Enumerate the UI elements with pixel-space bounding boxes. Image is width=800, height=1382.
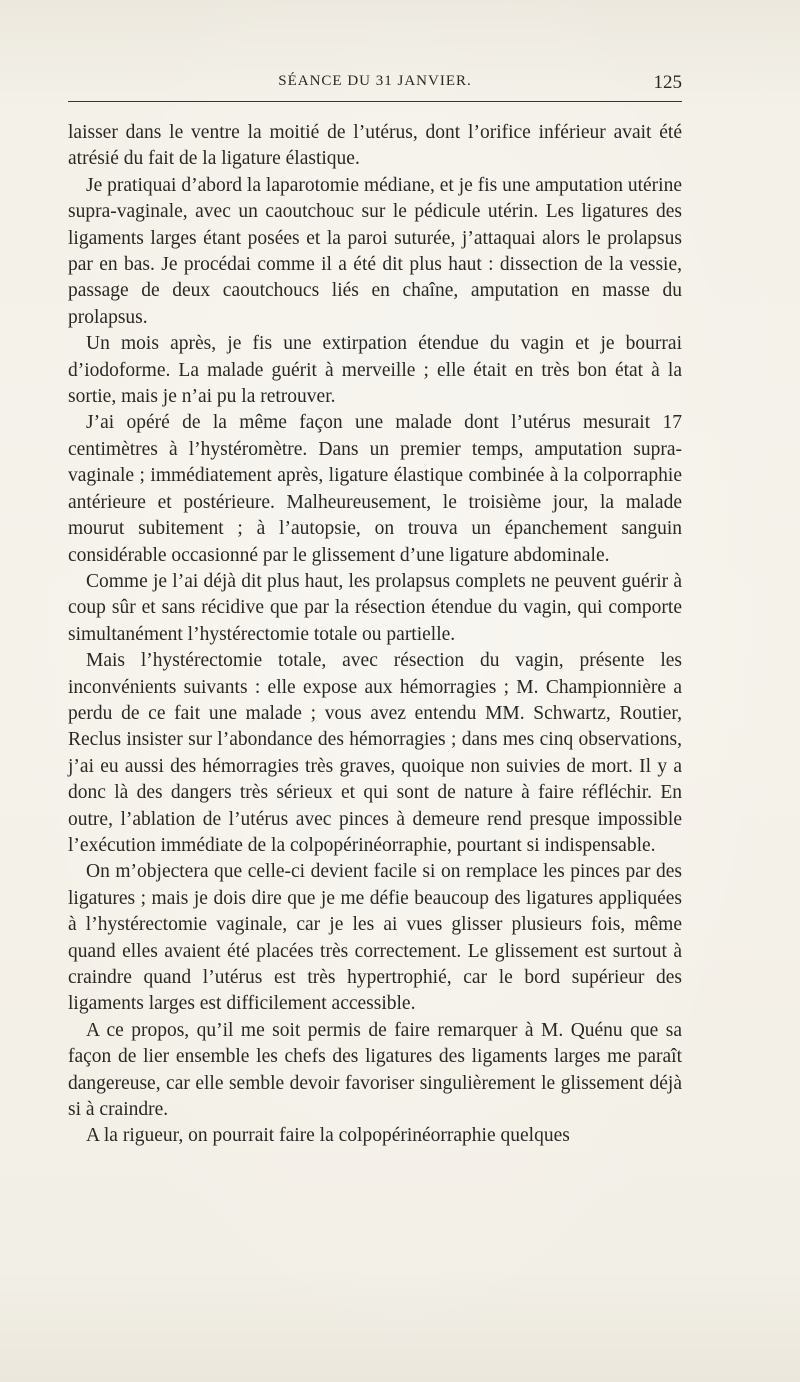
paragraph: A ce propos, qu’il me soit permis de faire remarquer à M. Quénu que sa façon de lier ensemble les chefs des ligatures des ligaments larges me paraît dangereuse, car elle semble devoir favoriser singulièrement le glissement déjà si à craindre.: [68, 1019, 682, 1121]
paragraph: Comme je l’ai déjà dit plus haut, les prolapsus complets ne peuvent guérir à coup sûr et sans récidive que par la résection étendue du vagin, qui comporte simultanément l’hystérectomie totale ou partielle.: [68, 570, 682, 645]
header-rule: [68, 101, 682, 102]
running-title: SÉANCE DU 31 JANVIER.: [278, 73, 472, 89]
paragraph: J’ai opéré de la même façon une malade dont l’utérus mesurait 17 centimètres à l’hystéromètre. Dans un premier temps, amputation supra-vaginale ; immédiatement après, ligature élastique combinée à la colporraphie antérieure et postérieure. Malheureusement, le troisième jour, la malade mourut subitement ; à l’autopsie, on trouva un épanchement sanguin considérable occasionné par le glissement d’une ligature abdominale.: [68, 412, 682, 566]
body-text: [68, 120, 682, 1150]
paragraph: Mais l’hystérectomie totale, avec résection du vagin, présente les inconvénients suivants : elle expose aux hémorragies ; M. Championnière a perdu de ce fait une malade ; vous avez entendu MM. Schwartz, Routier, Reclus insister sur l’abondance des hémorragies ; dans mes cinq observations, j’ai eu aussi des hémorragies très graves, quoique non suivies de mort. Il y a donc là des dangers très sérieux et qui sont de nature à faire réfléchir. En outre, l’ablation de l’utérus avec pinces à demeure rend presque impossible l’exécution immédiate de la colpopérinéorraphie, pourtant si indispensable.: [68, 650, 682, 856]
paragraph-continued: laisser dans le ventre la moitié de l’utérus, dont l’orifice inférieur avait été atrésié du fait de la ligature élastique.: [68, 122, 682, 170]
page-header: [68, 73, 682, 99]
paragraph: Un mois après, je fis une extirpation étendue du vagin et je bourrai d’iodoforme. La malade guérit à merveille ; elle était en très bon état à la sortie, mais je n’ai pu la retrouver.: [68, 333, 682, 408]
paragraph-last: A la rigueur, on pourrait faire la colpopérinéorraphie quelques: [86, 1125, 570, 1147]
paragraph: On m’objectera que celle-ci devient facile si on remplace les pinces par des ligatures ; mais je dois dire que je me défie beaucoup des ligatures appliquées à l’hystérectomie vaginale, car je les ai vues glisser plusieurs fois, même quand elles avaient été placées très correctement. Le glissement est surtout à craindre quand l’utérus est très hypertrophié, car le bord supérieur des ligaments larges est difficilement accessible.: [68, 861, 682, 1015]
page-number: 125: [653, 72, 682, 93]
paragraph: Je pratiquai d’abord la laparotomie médiane, et je fis une amputation utérine supra-vaginale, avec un caoutchouc sur le pédicule utérin. Les ligatures des ligaments larges étant posées et la paroi suturée, j’attaquai alors le prolapsus par en bas. Je procédai comme il a été dit plus haut : dissection de la vessie, passage de deux caoutchoucs liés en chaîne, amputation en masse du prolapsus.: [68, 174, 682, 328]
